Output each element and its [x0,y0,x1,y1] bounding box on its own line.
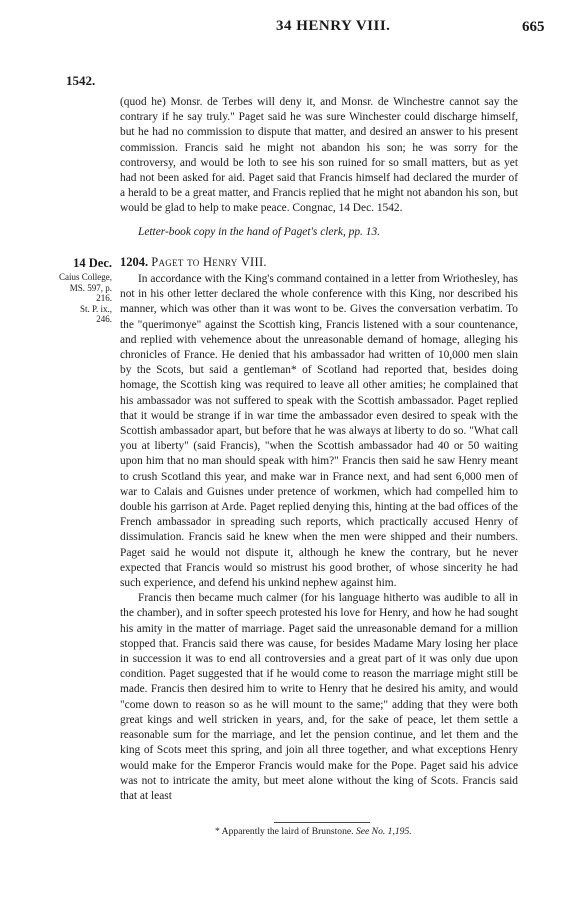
continuation-paragraph: (quod he) Monsr. de Terbes will deny it, and Monsr. de Winchestre cannot say the contrary if he say truly." Paget said he was sure Winchester could discharge himself, but he had no commission to dispute that matter, and desired an answer to his present commission. Francis said he might not abandon his son; he was sorry for the controversy, and would be loth to see his son ruined for so small matters, but as yet had not been asked for aid. Paget said that Francis himself had declared the murder of a herald to be a great matter, and Francis replied that he might not abandon his son, but would be glad to help to make peace. Congnac, 14 Dec. 1542. [120,96,518,215]
page-number: 665 [522,19,545,35]
continuation-text [120,95,518,217]
footnote-see: See No. 1,195. [355,826,412,837]
entry-heading [120,255,267,270]
margin-ref-line: MS. 597, p. [69,282,112,293]
entry-paragraph: Francis then became much calmer (for his language hitherto was audible to all in the chamber), and in softer speech protested his love for Henry, and how he had sought his amity in the matter of marriage. Paget said the unreasonable demand for a million stopped that. Francis said there was cause, for besides Madame Mary losing her place in succession it was to end all controversies and a great part of it was only due upon condition. Paget suggested that if he would come to reason the marriage might still be made. Francis then desired him to write to Henry that he desired his amity, and would "come down to reason so as he will mount to the same;" adding that they were both great kings and well stricken in years, and, for the sake of peace, let them settle a reasonable sum for the marriage, and let the pension continue, and let them and the king of Scots meet this spring, and join all three together, and what exceptions Henry would make for the Emperor Francis would make for the Pope. Paget said his advice was not to intricate the amity, but meet alone without the king of Scots. Francis said that at least [120,592,518,802]
footnote-text: * Apparently the laird of Brunstone. [215,826,354,837]
entry-number: 1204. [120,255,149,269]
margin-date: 14 Dec. [73,256,112,270]
year-marker: 1542. [66,73,96,88]
footnote [215,826,412,837]
footnote-rule [274,822,370,823]
source-note: Letter-book copy in the hand of Paget's clerk, pp. 13. [138,226,380,238]
running-head: 34 HENRY VIII. [276,18,391,34]
margin-references [52,272,112,325]
margin-ref-line: 246. [96,314,112,324]
entry-paragraph: In accordance with the King's command contained in a letter from Wriothesley, has not in his other letter declared the whole conference with this King, nor described his manner, which was other than it was wont to be. Gives the conversation verbatim. To the "querimonye" against the Scottish king, Francis listened with a sour countenance, and replied with vehemence about the unreasonable demand of homage, alleging his chronicles of France. He denied that his ambassador had written of 10,000 men slain by the Scots, but said a gentleman* of Scotland had reported that, besides doing homage, the Scottish king was required to leave all other amities; he complained that his ambassador was not suffered to speak with the Scottish ambassador. Paget replied that it would be strange if in war time the ambassador even desired to speak with the Scottish ambassador apart, but before that he was always at liberty to do so. "What call you at liberty" (said Francis), "when the Scottish ambassador had 40 or 50 waiting upon him that no man should speak with him?" Francis then said he saw Henry meant to crush Scotland this year, and make war in France next, and had sent 6,000 men of war to Calais and Guisnes under pretence of workmen, which had compelled him to double his garrison at Arde. Paget replied denying this, hinting at the bad offices of the French ambassador in spreading such reports, which practically accused Henry of dissimulation. Francis said he knew when the men were shipped and their numbers. Paget said he would not dispute it, although he knew the contrary, but he never expected that Francis would so mistrust his good brother, of whose sincerity he had such experience, and defend his unkind nephew against him. [120,273,518,590]
entry-title: Paget to Henry VIII. [151,255,267,269]
entry-body [120,272,518,804]
margin-ref-line: 216. [96,293,112,303]
margin-ref-line: St. P. ix., [79,303,112,314]
margin-ref-line: Caius College, [59,272,112,282]
